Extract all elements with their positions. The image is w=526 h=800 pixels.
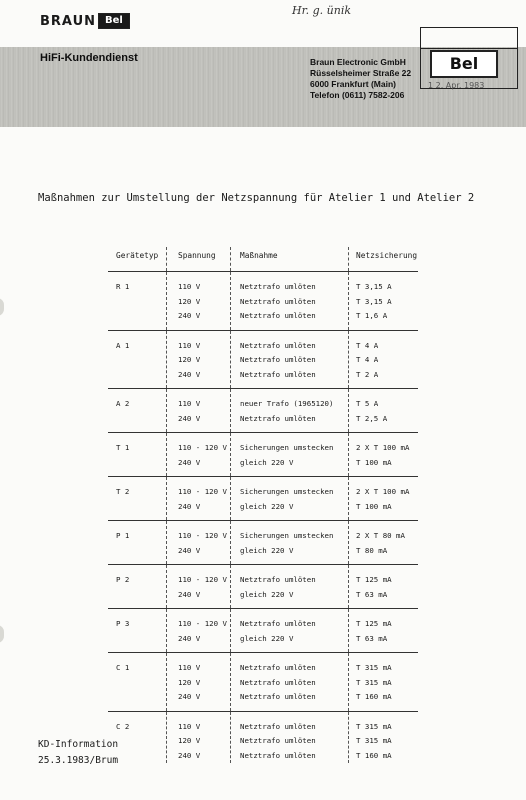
voltage-cell: 110 V: [178, 663, 201, 672]
fuse-cell: T 160 mA: [356, 750, 392, 760]
voltage-cell: 120 V: [178, 355, 201, 364]
table-row: [108, 588, 418, 603]
voltage-cell: 240 V: [178, 750, 201, 760]
brand-logo: BRAUN: [40, 14, 97, 29]
table-row: [108, 412, 418, 427]
voltage-table: [108, 247, 418, 763]
handwritten-note: Hr. g. ünik: [292, 4, 352, 17]
address-line: Telefon (0611) 7582-206: [310, 90, 405, 100]
footer-date-line: 25.3.1983/Brum: [38, 755, 119, 766]
footer: [38, 737, 118, 769]
device-type-cell: A 2: [116, 399, 130, 408]
measure-cell: Netztrafo umlöten: [240, 619, 316, 628]
fuse-cell: T 125 mA: [356, 575, 392, 584]
fuse-cell: T 63 mA: [356, 589, 388, 599]
fuse-cell: T 80 mA: [356, 545, 388, 555]
measure-cell: Netztrafo umlöten: [240, 340, 316, 350]
table-row: [108, 573, 418, 588]
device-type-cell: C 2: [116, 721, 130, 731]
department-title: HiFi-Kundendienst: [40, 52, 138, 64]
measure-cell: Netztrafo umlöten: [240, 311, 316, 320]
fuse-cell: T 100 mA: [356, 501, 392, 511]
footer-line: KD-Information: [38, 739, 119, 750]
device-group: [108, 565, 418, 608]
voltage-cell: 110 V: [178, 340, 201, 350]
voltage-cell: 110 - 120 V: [178, 575, 227, 584]
address-line: Rüsselsheimer Straße 22: [310, 68, 412, 78]
voltage-cell: 110 - 120 V: [178, 619, 227, 628]
table-row: [108, 485, 418, 500]
fuse-cell: T 63 mA: [356, 633, 388, 643]
measure-cell: Netztrafo umlöten: [240, 282, 316, 291]
device-group: [108, 609, 418, 652]
fuse-cell: T 3,15 A: [356, 282, 392, 291]
table-row: [108, 617, 418, 632]
address-line: 6000 Frankfurt (Main): [310, 79, 396, 89]
device-type-cell: A 1: [116, 340, 130, 350]
fuse-cell: T 315 mA: [356, 677, 392, 687]
table-row: [108, 544, 418, 559]
table-row: [108, 280, 418, 295]
fuse-cell: T 5 A: [356, 399, 379, 408]
header-netzsicherung: Netzsicherung: [356, 251, 418, 260]
punch-hole: [0, 298, 4, 316]
fuse-cell: 2 X T 100 mA: [356, 487, 410, 496]
voltage-cell: 240 V: [178, 311, 201, 320]
device-group: [108, 433, 418, 476]
measure-cell: Sicherungen umstecken: [240, 487, 334, 496]
punch-hole: [0, 625, 4, 643]
table-row: [108, 441, 418, 456]
device-group: [108, 389, 418, 432]
table-header: [108, 247, 418, 271]
voltage-cell: 240 V: [178, 369, 201, 379]
brand-mark: Bel: [98, 13, 130, 29]
measure-cell: Netztrafo umlöten: [240, 736, 316, 745]
voltage-cell: 120 V: [178, 736, 201, 745]
voltage-cell: 110 V: [178, 399, 201, 408]
measure-cell: Netztrafo umlöten: [240, 355, 316, 364]
fuse-cell: T 2,5 A: [356, 413, 388, 423]
table-row: [108, 720, 418, 735]
device-group: [108, 712, 418, 764]
device-group: [108, 521, 418, 564]
fuse-cell: T 4 A: [356, 355, 379, 364]
voltage-cell: 240 V: [178, 413, 201, 423]
measure-cell: Netztrafo umlöten: [240, 413, 316, 423]
voltage-cell: 110 - 120 V: [178, 443, 227, 452]
fuse-cell: T 4 A: [356, 340, 379, 350]
measure-cell: Netztrafo umlöten: [240, 575, 316, 584]
measure-cell: Sicherungen umstecken: [240, 531, 334, 540]
voltage-cell: 110 - 120 V: [178, 531, 227, 540]
address-line: Braun Electronic GmbH: [310, 57, 406, 67]
fuse-cell: T 100 mA: [356, 457, 392, 467]
device-group: [108, 477, 418, 520]
table-row: [108, 749, 418, 764]
measure-cell: Netztrafo umlöten: [240, 692, 316, 701]
measure-cell: Netztrafo umlöten: [240, 296, 316, 306]
table-row: [108, 339, 418, 354]
fuse-cell: T 160 mA: [356, 692, 392, 701]
table-row: [108, 456, 418, 471]
header-massnahme: Maßnahme: [240, 251, 278, 260]
voltage-cell: 110 V: [178, 721, 201, 731]
fuse-cell: 2 X T 100 mA: [356, 443, 410, 452]
voltage-cell: 120 V: [178, 677, 201, 687]
fuse-cell: T 315 mA: [356, 663, 392, 672]
measure-cell: gleich 220 V: [240, 633, 294, 643]
measure-cell: Netztrafo umlöten: [240, 677, 316, 687]
table-row: [108, 632, 418, 647]
measure-cell: gleich 220 V: [240, 501, 294, 511]
table-row: [108, 353, 418, 368]
fuse-cell: 2 X T 80 mA: [356, 531, 405, 540]
device-type-cell: T 1: [116, 443, 130, 452]
table-row: [108, 734, 418, 749]
measure-cell: gleich 220 V: [240, 457, 294, 467]
measure-cell: Netztrafo umlöten: [240, 369, 316, 379]
device-group: [108, 272, 418, 330]
stamp-date: 1 2. Apr. 1983: [428, 81, 485, 90]
company-address: [310, 57, 411, 101]
header-geraetetyp: Gerätetyp: [116, 251, 159, 260]
document-heading: Maßnahmen zur Umstellung der Netzspannung für Atelier 1 und Atelier 2: [38, 192, 475, 204]
received-stamp: Bel: [430, 50, 498, 78]
table-row: [108, 368, 418, 383]
table-row: [108, 295, 418, 310]
measure-cell: neuer Trafo (1965120): [240, 399, 334, 408]
measure-cell: Netztrafo umlöten: [240, 663, 316, 672]
table-row: [108, 529, 418, 544]
table-row: [108, 661, 418, 676]
voltage-cell: 110 V: [178, 282, 201, 291]
table-row: [108, 500, 418, 515]
measure-cell: Netztrafo umlöten: [240, 721, 316, 731]
fuse-cell: T 315 mA: [356, 736, 392, 745]
voltage-cell: 240 V: [178, 633, 201, 643]
voltage-cell: 240 V: [178, 589, 201, 599]
device-type-cell: P 3: [116, 619, 130, 628]
device-type-cell: P 2: [116, 575, 130, 584]
voltage-cell: 240 V: [178, 692, 201, 701]
fuse-cell: T 125 mA: [356, 619, 392, 628]
voltage-cell: 110 - 120 V: [178, 487, 227, 496]
voltage-cell: 120 V: [178, 296, 201, 306]
device-group: [108, 331, 418, 389]
measure-cell: Netztrafo umlöten: [240, 750, 316, 760]
fuse-cell: T 315 mA: [356, 721, 392, 731]
fuse-cell: T 2 A: [356, 369, 379, 379]
table-row: [108, 690, 418, 705]
device-group: [108, 653, 418, 711]
device-type-cell: R 1: [116, 282, 130, 291]
device-type-cell: C 1: [116, 663, 130, 672]
table-row: [108, 676, 418, 691]
fuse-cell: T 1,6 A: [356, 311, 388, 320]
device-type-cell: T 2: [116, 487, 130, 496]
device-type-cell: P 1: [116, 531, 130, 540]
voltage-cell: 240 V: [178, 457, 201, 467]
table-row: [108, 397, 418, 412]
fuse-cell: T 3,15 A: [356, 296, 392, 306]
header-spannung: Spannung: [178, 251, 216, 260]
measure-cell: Sicherungen umstecken: [240, 443, 334, 452]
table-row: [108, 309, 418, 324]
voltage-cell: 240 V: [178, 501, 201, 511]
measure-cell: gleich 220 V: [240, 589, 294, 599]
measure-cell: gleich 220 V: [240, 545, 294, 555]
voltage-cell: 240 V: [178, 545, 201, 555]
